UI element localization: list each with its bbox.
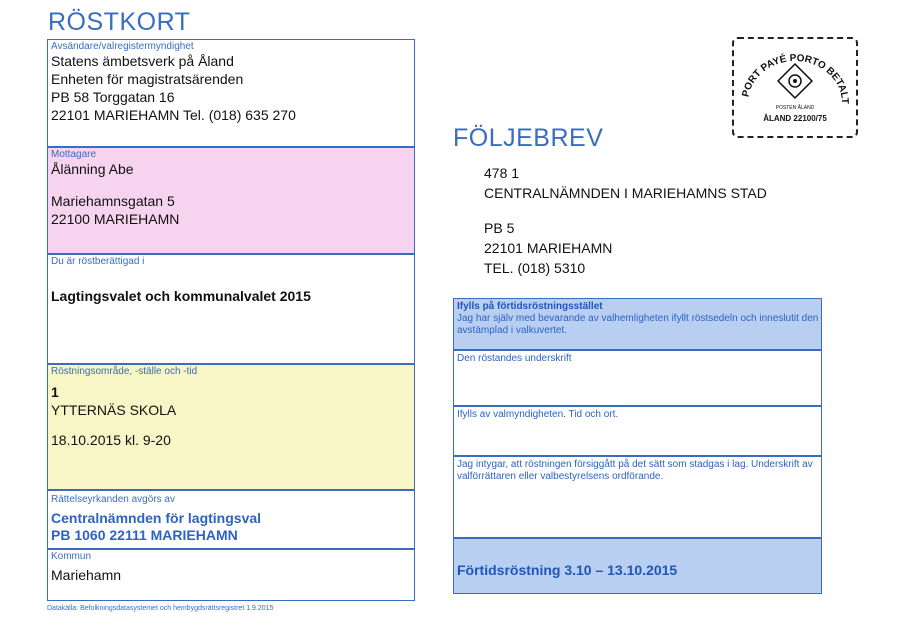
address-line-pb: PB 5: [484, 220, 515, 236]
sender-box: [47, 39, 415, 147]
stamp-arc-text: [740, 52, 850, 105]
address-line-org: CENTRALNÄMNDEN I MARIEHAMNS STAD: [484, 185, 767, 201]
voting-box: [47, 364, 415, 490]
recipient-label: Mottagare: [51, 149, 97, 160]
data-source-footnote: Datakälla: Befolkningsdatasystemet och hembygdsrättsregistret 1.9.2015: [47, 605, 274, 612]
recipient-address: Mariehamnsgatan 5 22100 MARIEHAMN: [51, 193, 180, 227]
signature-box[interactable]: [453, 350, 822, 406]
municipality-value: Mariehamn: [51, 567, 122, 583]
correction-box: [47, 490, 415, 549]
certify-box[interactable]: [453, 456, 822, 538]
address-line-phone: TEL. (018) 5310: [484, 260, 586, 276]
correction-label: Rättelseyrkanden avgörs av: [51, 494, 175, 505]
posten-emblem-icon: [778, 64, 812, 98]
station-heading: Ifylls på förtidsröstningsstället: [457, 301, 603, 312]
postage-stamp-graphic: [734, 39, 856, 136]
recipient-box: [47, 147, 415, 254]
advance-voting-period: Förtidsröstning 3.10 – 13.10.2015: [457, 562, 678, 578]
station-text: Jag har själv med bevarande av valhemligheten ifyllt röstsedeln och inneslutit den avstämplad i valkuvertet.: [457, 313, 819, 336]
address-line-city: 22101 MARIEHAMN: [484, 240, 613, 256]
correction-line1: Centralnämnden för lagtingsval: [51, 510, 262, 526]
authority-label: Ifylls av valmyndigheten. Tid och ort.: [457, 409, 619, 420]
voting-label: Röstningsområde, -ställe och -tid: [51, 366, 198, 377]
sender-address: Statens ämbetsverk på Åland Enheten för magistratsärenden PB 58 Torggatan 16 22101 MARIEHAMN Tel. (018) 635 270: [51, 53, 296, 123]
postage-stamp: [732, 37, 858, 138]
authority-box[interactable]: [453, 406, 822, 456]
rostkort-title: RÖSTKORT: [48, 8, 191, 36]
stamp-bottom-text: ÅLAND 22100/75: [763, 114, 827, 123]
return-address: [484, 163, 767, 278]
advance-voting-box: [453, 538, 822, 594]
stamp-small-text: POSTEN ÅLAND: [775, 105, 815, 111]
voting-time: 18.10.2015 kl. 9-20: [51, 432, 171, 448]
address-line-code: 478 1: [484, 165, 520, 181]
signature-label: Den röstandes underskrift: [457, 353, 572, 364]
sender-label: Avsändare/valregistermyndighet: [51, 41, 194, 52]
recipient-name: Ålänning Abe: [51, 161, 134, 177]
eligibility-label: Du är röstberättigad i: [51, 256, 145, 267]
correction-line2: PB 1060 22111 MARIEHAMN: [51, 527, 238, 543]
station-box: [453, 298, 822, 350]
election-name: Lagtingsvalet och kommunalvalet 2015: [51, 288, 311, 304]
eligibility-box: [47, 254, 415, 364]
stamp-arc-path-text: PORT PAYÉ PORTO BETALT: [740, 52, 851, 105]
municipality-box: [47, 549, 415, 601]
voting-place: YTTERNÄS SKOLA: [51, 402, 177, 418]
foljebrev-title: FÖLJEBREV: [453, 124, 604, 152]
municipality-label: Kommun: [51, 551, 92, 562]
certify-text: Jag intygar, att röstningen försiggått på det sätt som stadgas i lag. Underskrift av valförrättaren eller valbestyrelsens ordförande.: [457, 459, 813, 482]
voting-area: 1: [51, 384, 59, 400]
